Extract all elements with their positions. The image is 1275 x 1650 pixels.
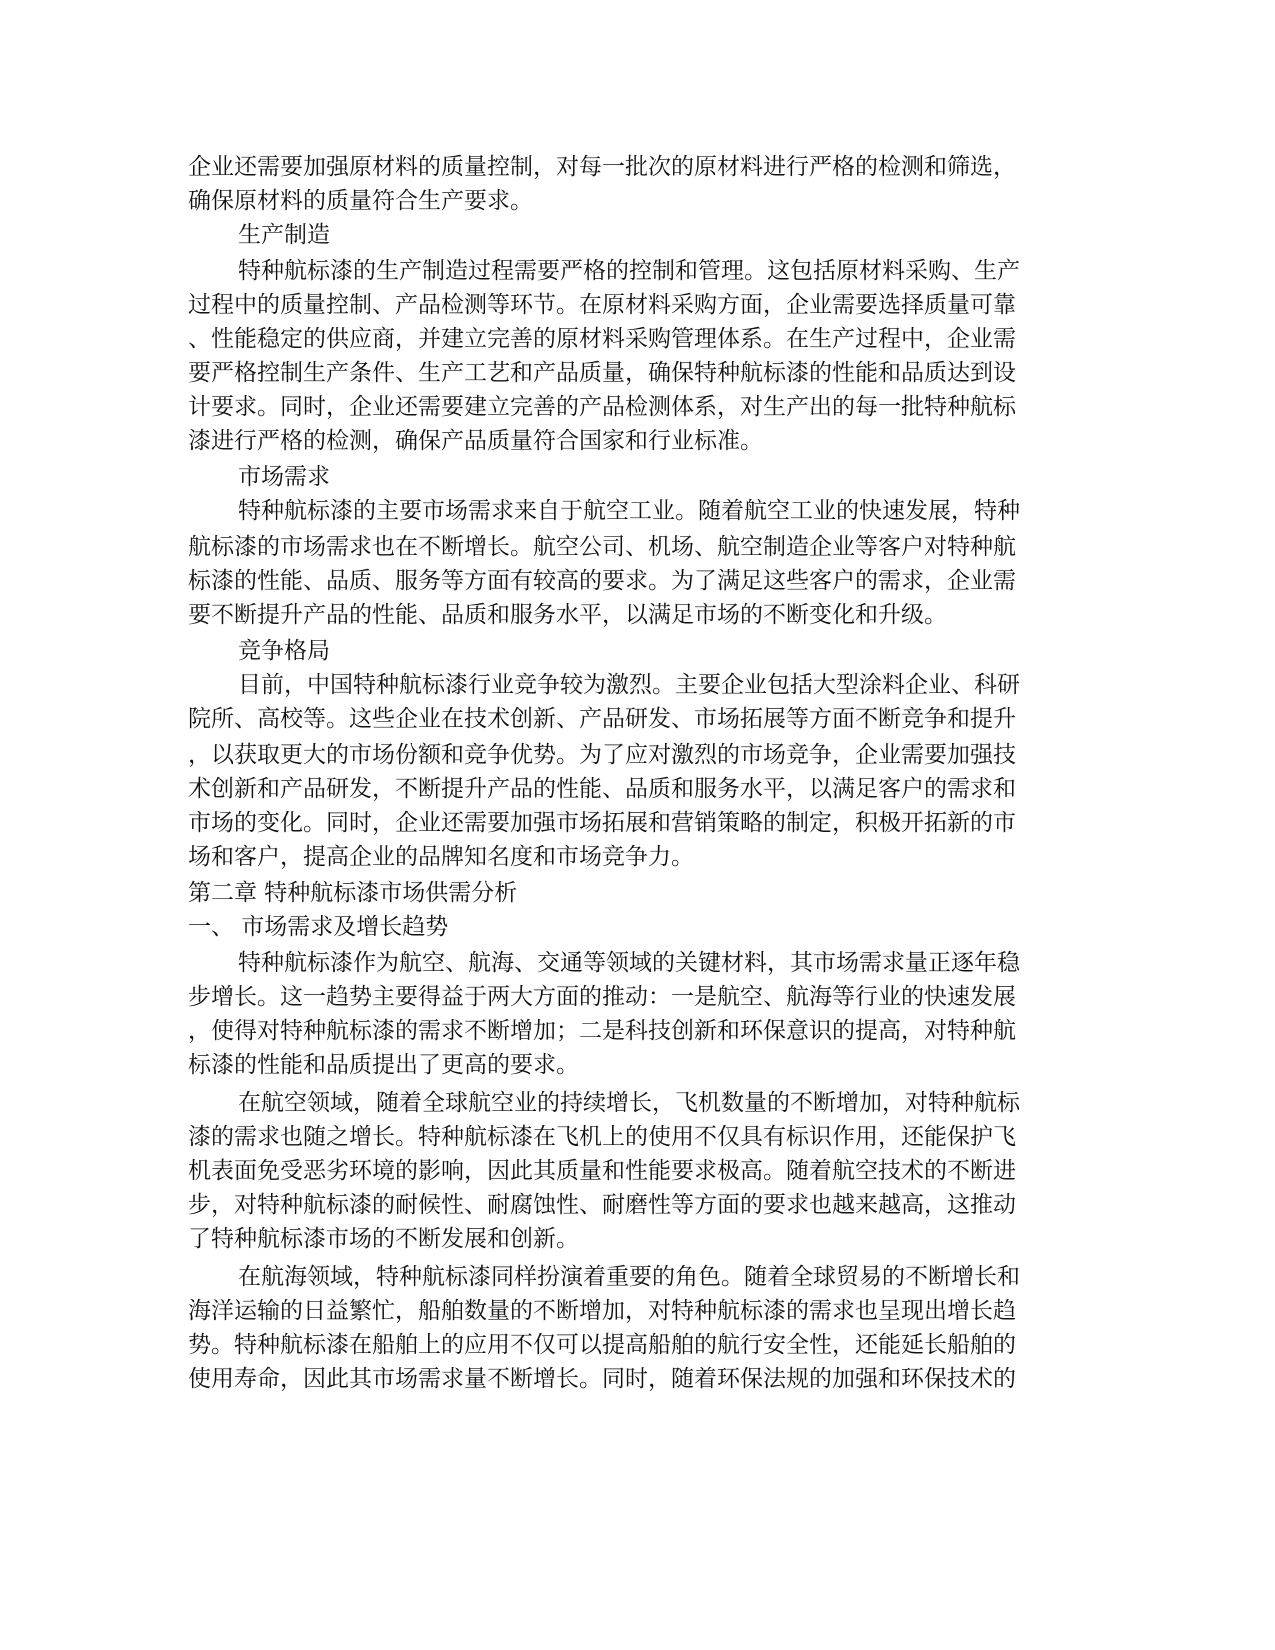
text-line: 市场的变化。同时，企业还需要加强市场拓展和营销策略的制定，积极开拓新的市 (188, 810, 1016, 836)
text-line: 目前，中国特种航标漆行业竞争较为激烈。主要企业包括大型涂料企业、科研 (238, 672, 1020, 698)
text-line: 使用寿命，因此其市场需求量不断增长。同时，随着环保法规的加强和环保技术的 (188, 1366, 1016, 1392)
text-line: 、性能稳定的供应商，并建立完善的原材料采购管理体系。在生产过程中，企业需 (188, 326, 1016, 352)
chapter-heading: 第二章 特种航标漆市场供需分析 (188, 880, 518, 906)
text-line: 标漆的性能、品质、服务等方面有较高的要求。为了满足这些客户的需求，企业需 (188, 568, 1016, 594)
text-line: 要严格控制生产条件、生产工艺和产品质量，确保特种航标漆的性能和品质达到设 (188, 360, 1016, 386)
section-heading-growth-trend: 一、 市场需求及增长趋势 (188, 914, 449, 940)
text-line: 确保原材料的质量符合生产要求。 (188, 188, 533, 214)
text-line: 漆的需求也随之增长。特种航标漆在飞机上的使用不仅具有标识作用，还能保护飞 (188, 1124, 1016, 1150)
text-line: 机表面免受恶劣环境的影响，因此其质量和性能要求极高。随着航空技术的不断进 (188, 1158, 1016, 1184)
text-line: 企业还需要加强原材料的质量控制，对每一批次的原材料进行严格的检测和筛选， (188, 154, 1016, 180)
text-line: 步，对特种航标漆的耐候性、耐腐蚀性、耐磨性等方面的要求也越来越高，这推动 (188, 1192, 1016, 1218)
text-line: 标漆的性能和品质提出了更高的要求。 (188, 1052, 579, 1078)
text-line: 步增长。这一趋势主要得益于两大方面的推动：一是航空、航海等行业的快速发展 (188, 984, 1016, 1010)
section-heading-competition: 竞争格局 (238, 638, 330, 664)
text-line: 漆进行严格的检测，确保产品质量符合国家和行业标准。 (188, 428, 763, 454)
text-line: 特种航标漆作为航空、航海、交通等领域的关键材料，其市场需求量正逐年稳 (238, 950, 1020, 976)
text-line: 了特种航标漆市场的不断发展和创新。 (188, 1226, 579, 1252)
text-line: 要不断提升产品的性能、品质和服务水平，以满足市场的不断变化和升级。 (188, 602, 947, 628)
text-line: 特种航标漆的主要市场需求来自于航空工业。随着航空工业的快速发展，特种 (238, 498, 1020, 524)
text-line: 计要求。同时，企业还需要建立完善的产品检测体系，对生产出的每一批特种航标 (188, 394, 1016, 420)
text-line: 海洋运输的日益繁忙，船舶数量的不断增加，对特种航标漆的需求也呈现出增长趋 (188, 1298, 1016, 1324)
text-line: 航标漆的市场需求也在不断增长。航空公司、机场、航空制造企业等客户对特种航 (188, 534, 1016, 560)
text-line: ，以获取更大的市场份额和竞争优势。为了应对激烈的市场竞争，企业需要加强技 (188, 742, 1016, 768)
text-line: 在航海领域，特种航标漆同样扮演着重要的角色。随着全球贸易的不断增长和 (238, 1264, 1020, 1290)
text-line: 在航空领域，随着全球航空业的持续增长，飞机数量的不断增加，对特种航标 (238, 1090, 1020, 1116)
text-line: 院所、高校等。这些企业在技术创新、产品研发、市场拓展等方面不断竞争和提升 (188, 706, 1016, 732)
text-line: 过程中的质量控制、产品检测等环节。在原材料采购方面，企业需要选择质量可靠 (188, 292, 1016, 318)
text-line: 势。特种航标漆在船舶上的应用不仅可以提高船舶的航行安全性，还能延长船舶的 (188, 1332, 1016, 1358)
text-line: 场和客户，提高企业的品牌知名度和市场竞争力。 (188, 844, 694, 870)
text-line: 术创新和产品研发，不断提升产品的性能、品质和服务水平，以满足客户的需求和 (188, 776, 1016, 802)
section-heading-production: 生产制造 (238, 222, 330, 248)
text-line: ，使得对特种航标漆的需求不断增加；二是科技创新和环保意识的提高，对特种航 (188, 1018, 1016, 1044)
section-heading-market-demand: 市场需求 (238, 464, 330, 490)
text-line: 特种航标漆的生产制造过程需要严格的控制和管理。这包括原材料采购、生产 (238, 258, 1020, 284)
